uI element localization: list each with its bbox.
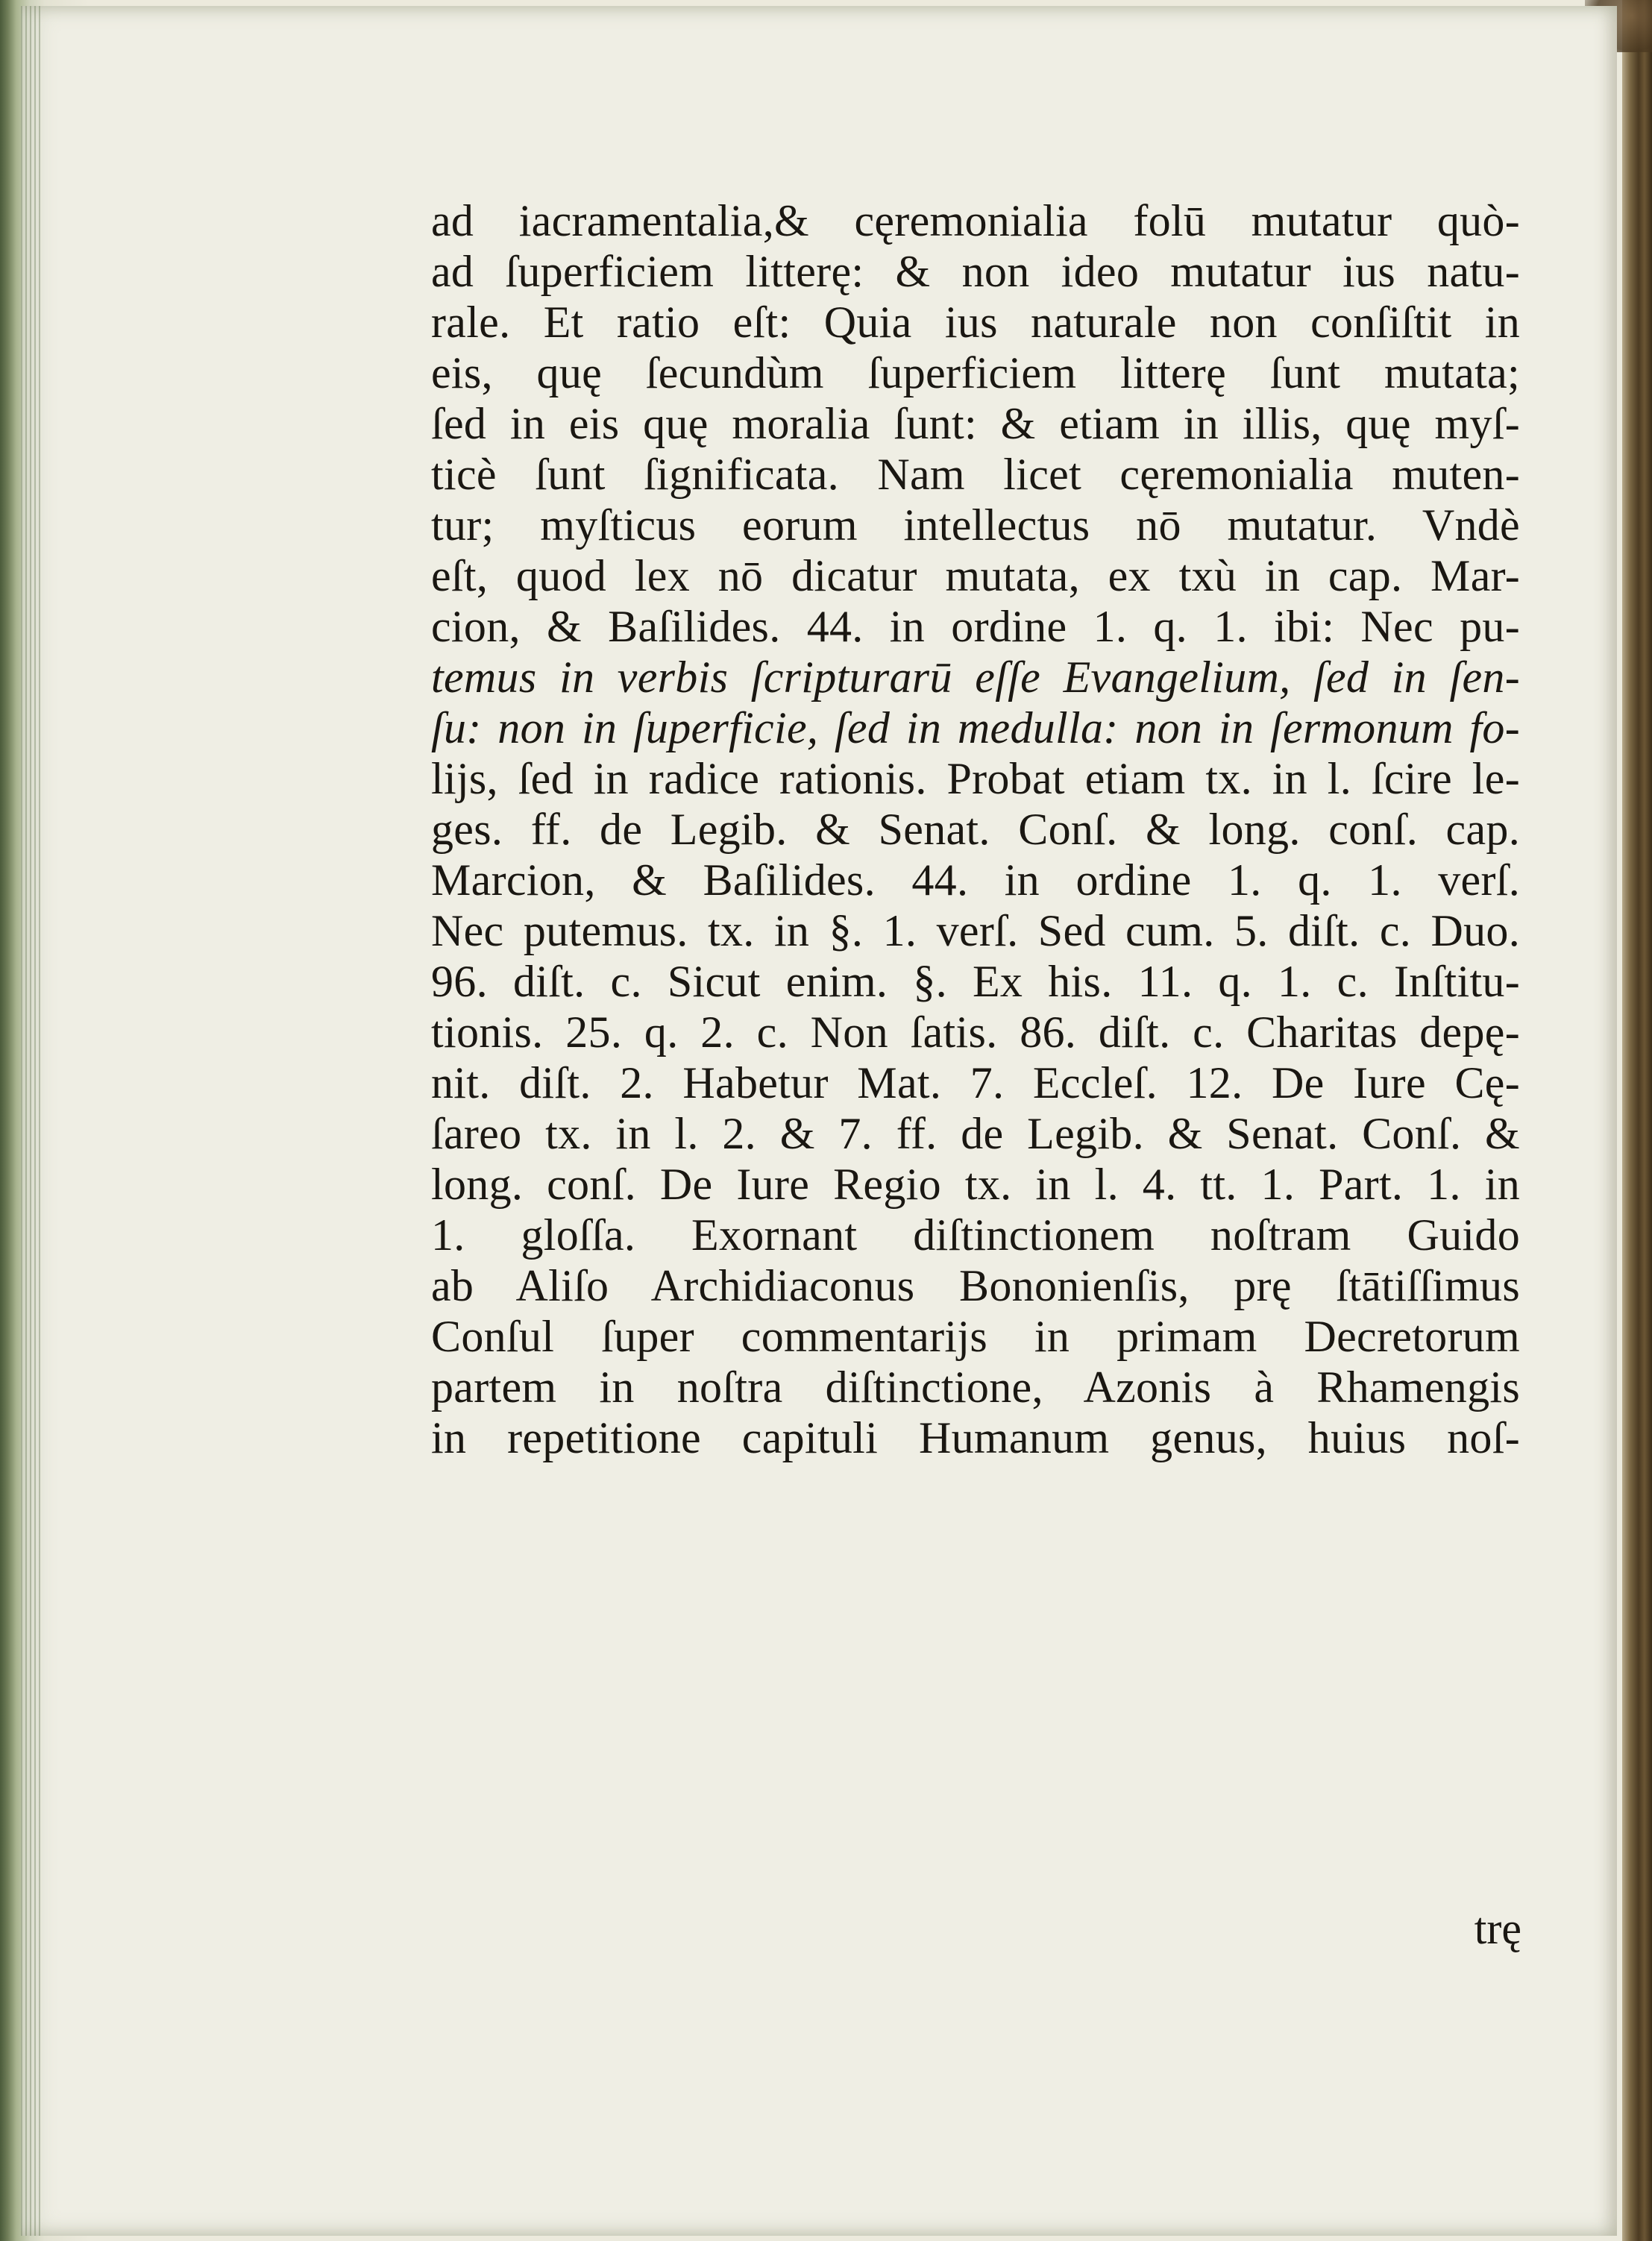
text-line: Conſul ſuper commentarijs in primam Decretorum [431, 1312, 1520, 1361]
text-line: cion, & Baſilides. 44. in ordine 1. q. 1. ibi: Nec pu- [431, 602, 1520, 651]
catchword: trę [1474, 1904, 1521, 1953]
text-line: Marcion, & Baſilides. 44. in ordine 1. q. 1. verſ. [431, 855, 1520, 905]
text-line: long. conſ. De Iure Regio tx. in l. 4. tt. 1. Part. 1. in [431, 1160, 1520, 1209]
text-line: nit. diſt. 2. Habetur Mat. 7. Eccleſ. 12. De Iure Cę- [431, 1058, 1520, 1107]
text-line: 96. diſt. c. Sicut enim. §. Ex his. 11. q. 1. c. Inſtitu- [431, 957, 1520, 1006]
text-line: ticè ſunt ſignificata. Nam licet cęremonialia muten- [431, 450, 1520, 499]
text-block [431, 195, 1520, 1463]
text-line: ges. ff. de Legib. & Senat. Conſ. & long. conſ. cap. [431, 805, 1520, 854]
text-line: Nec putemus. tx. in §. 1. verſ. Sed cum. 5. diſt. c. Duo. [431, 906, 1520, 955]
text-line: 1. gloſſa. Exornant diſtinctionem noſtram Guido [431, 1210, 1520, 1260]
text-line-italic: ſu: non in ſuperficie, ſed in medulla: non in ſermonum fo- [431, 703, 1520, 752]
book-binding [1622, 0, 1652, 2241]
text-line: eis, quę ſecundùm ſuperficiem litterę ſunt mutata; [431, 348, 1520, 397]
text-line: ſed in eis quę moralia ſunt: & etiam in illis, quę myſ- [431, 399, 1520, 448]
text-line: tur; myſticus eorum intellectus nō mutatur. Vndè [431, 500, 1520, 550]
text-line: tionis. 25. q. 2. c. Non ſatis. 86. diſt. c. Charitas depę- [431, 1008, 1520, 1057]
text-line: partem in noſtra diſtinctione, Azonis à Rhamengis [431, 1362, 1520, 1412]
text-line-italic: temus in verbis ſcripturarū eſſe Evangelium, ſed in ſen- [431, 653, 1520, 702]
text-line: ad iacramentalia,& cęremonialia folū mutatur quò- [431, 196, 1520, 245]
text-line: eſt, quod lex nō dicatur mutata, ex txù in cap. Mar- [431, 551, 1520, 600]
text-line: lijs, ſed in radice rationis. Probat etiam tx. in l. ſcire le- [431, 754, 1520, 803]
text-line: ſareo tx. in l. 2. & 7. ff. de Legib. & Senat. Conſ. & [431, 1109, 1520, 1158]
text-line: ab Aliſo Archidiaconus Bononienſis, prę ſtātiſſimus [431, 1261, 1520, 1310]
page-edges [21, 6, 43, 2236]
text-line: in repetitione capituli Humanum genus, huius noſ- [431, 1413, 1520, 1462]
text-line: rale. Et ratio eſt: Quia ius naturale non conſiſtit in [431, 298, 1520, 347]
text-line: ad ſuperficiem litterę: & non ideo mutatur ius natu- [431, 247, 1520, 296]
